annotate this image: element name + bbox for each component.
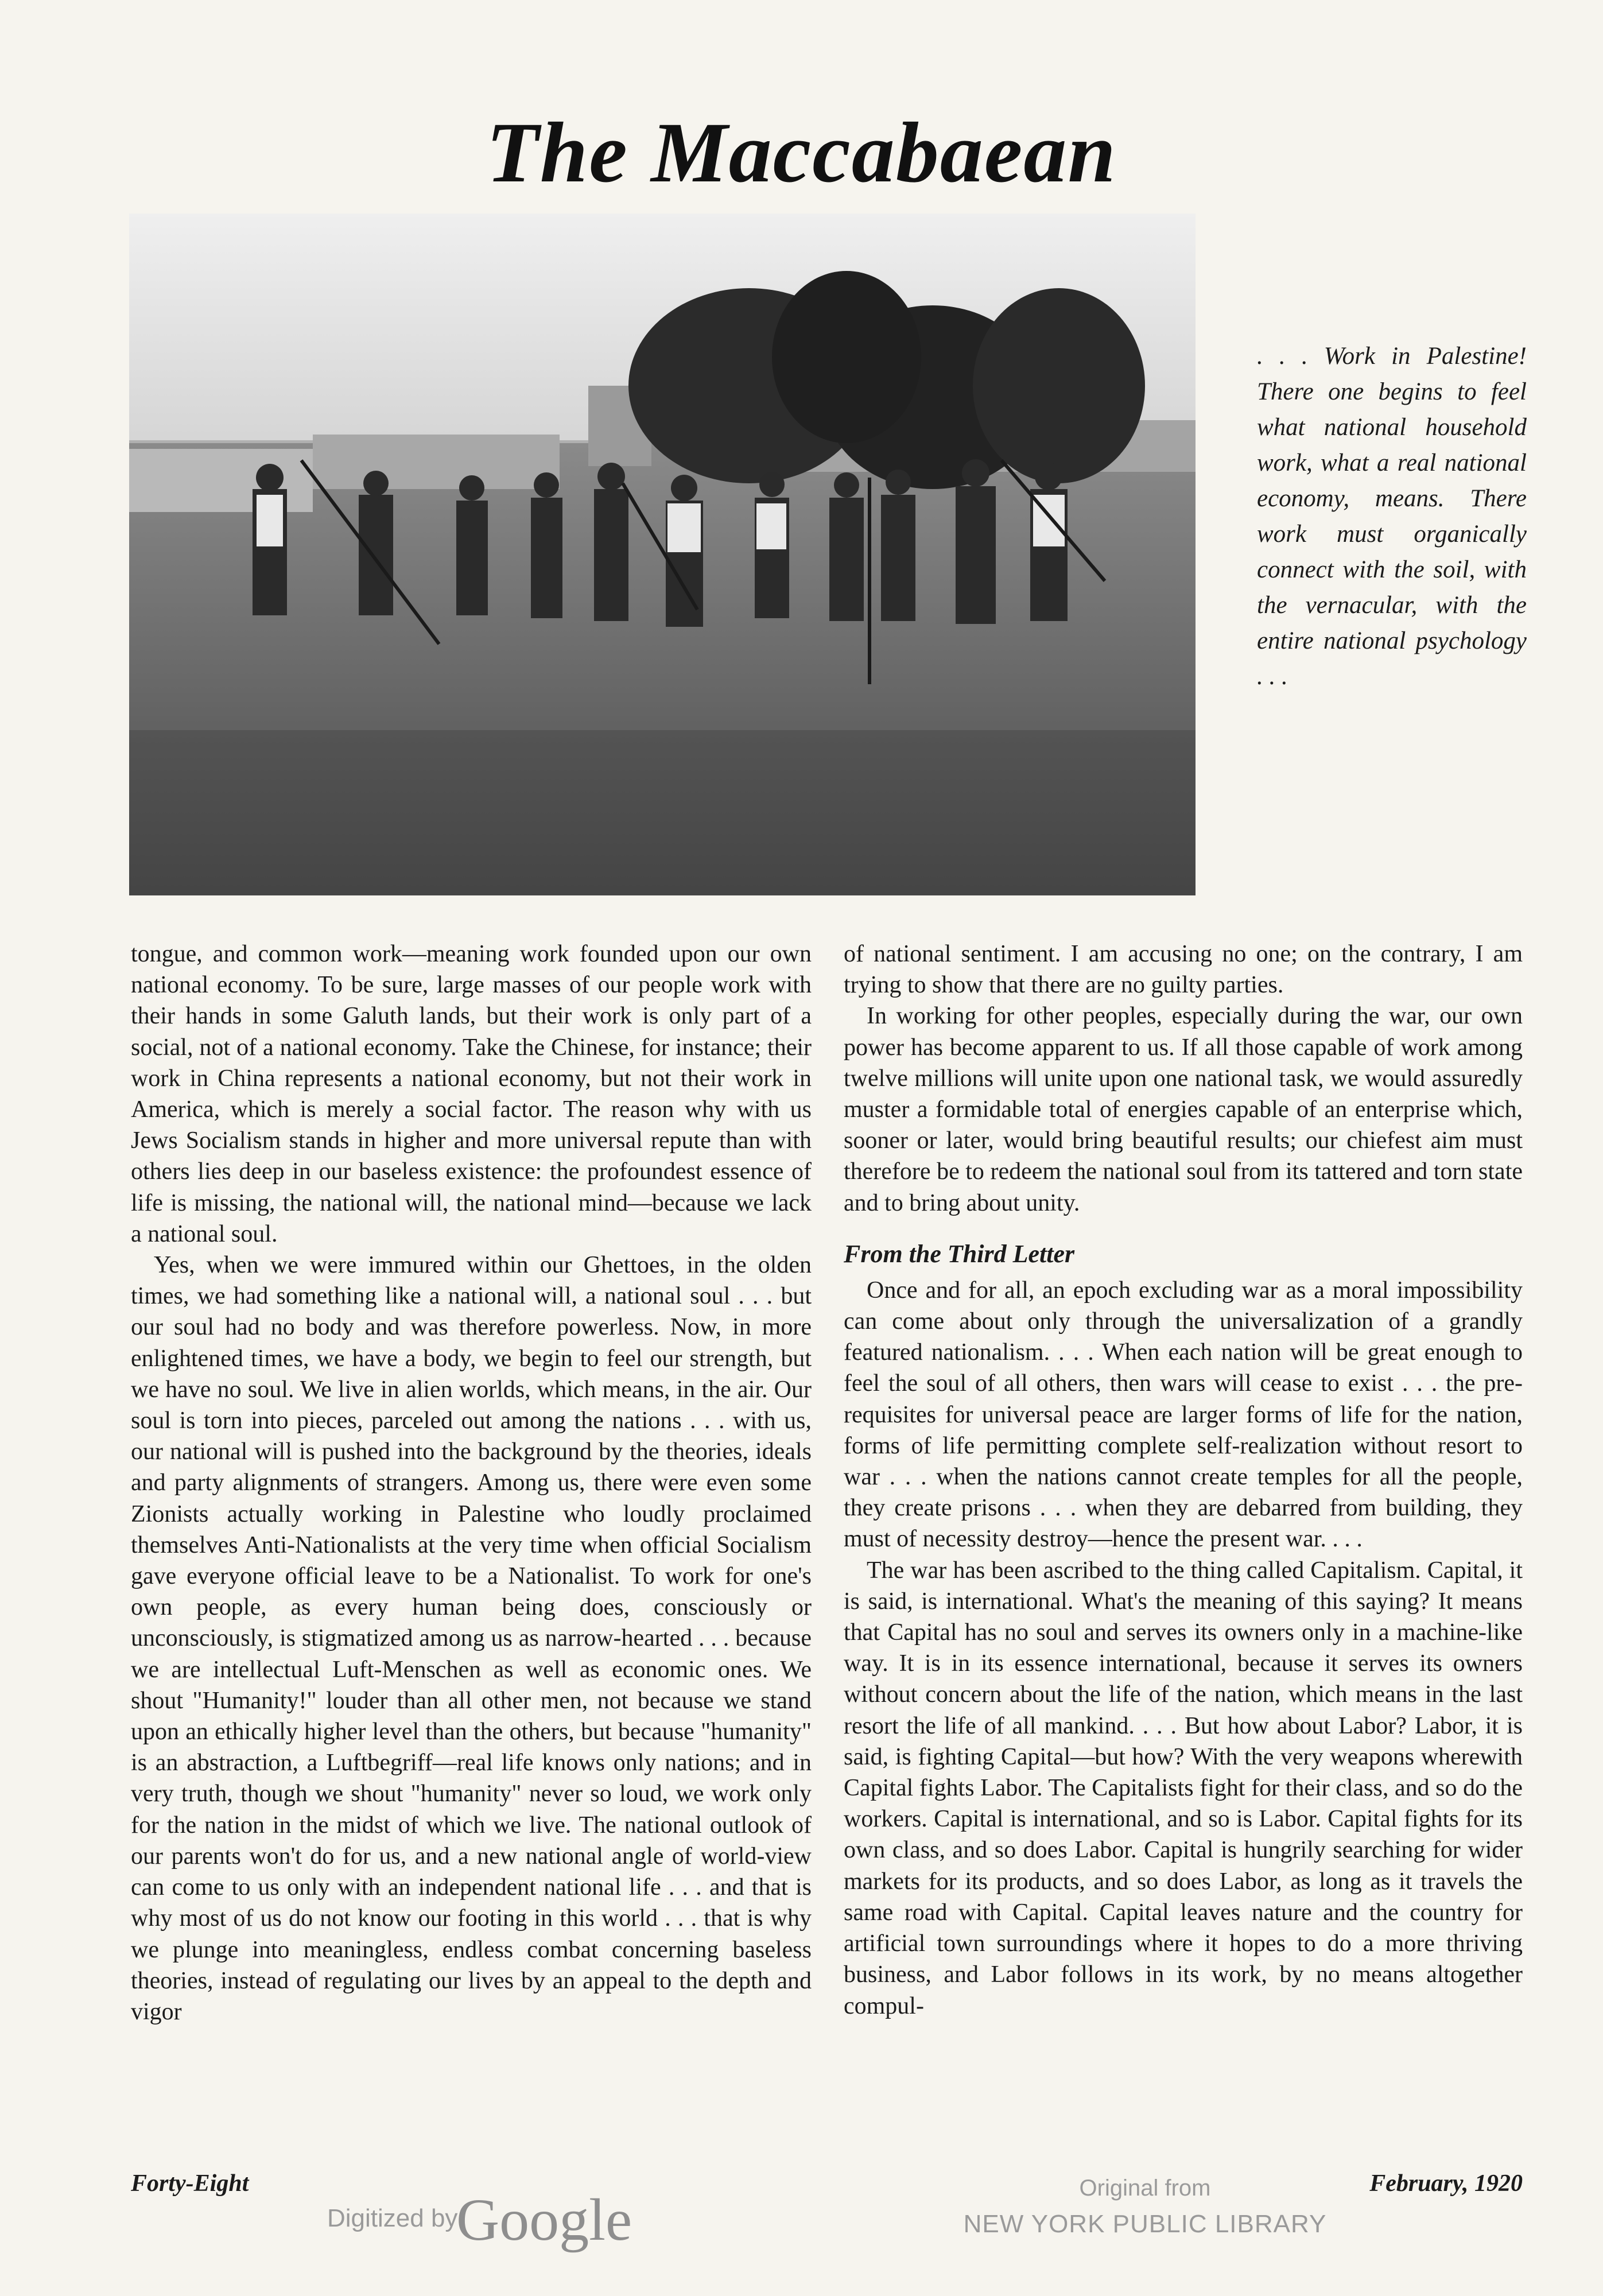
digitized-by-label: Digitized by [327,2204,458,2232]
page-number-label: Forty-Eight [131,2170,249,2197]
issue-date: February, 1920 [1369,2170,1523,2197]
workers-photograph [129,214,1196,895]
right-column [844,938,1523,2022]
right-paragraph-3: Once and for all, an epoch excluding war as a moral impossibility can come about only through the universalization of a grandly featured nationalism. . . . When each nation will be great enough to feel the soul of all others, then wars will cease to exist . . . the pre-requisites for universal peace are larger forms of life for the nation, forms of life permitting complete self-realization without resort to war . . . when the nations cannot create temples for all the people, they create prisons . . . when they are debarred from building, they must of necessity destroy—hence the present war. . . . [844,1277,1523,1553]
left-paragraph-1: tongue, and common work—meaning work founded upon our own national economy. To be sure, large masses of our people work with their hands in some Galuth lands, but their work is only part of a social, not of a national economy. Take the Chinese, for instance; their work in China represents a national economy, but not their work in America, which is merely a social factor. The reason why with us Jews Socialism stands in higher and more universal repute than with others lies deep in our baseless existence: the profoundest essence of life is missing, the national will, the national mind—because we lack a national soul. [131,941,812,1247]
photo-illustration [129,214,1196,895]
left-column [131,938,812,2027]
photo-caption: . . . Work in Palestine! There one begins to feel what national household work, what a real national economy, means. There work must organically connect with the soil, with the vernacular, with the entire national psychology . . . [1257,343,1527,690]
right-paragraph-1: of national sentiment. I am accusing no one; on the contrary, I am trying to show that there are no guilty parties. [844,941,1523,999]
google-logo: Google [456,2187,632,2253]
original-from-label: Original from [1079,2175,1211,2201]
right-paragraph-4: The war has been ascribed to the thing called Capitalism. Capital, it is said, is international. What's the meaning of this saying? It means that Capital has no soul and serves its owners only in a machine-like way. It is in its essence international, because it serves its owners without concern about the life of the nation, which means in the last resort the life of all mankind. . . . But how about Labor? Labor, it is said, is fighting Capital—but how? With the very weapons wherewith Capital fights Labor. The Capitalists fight for their class, and so do the workers. Capital is international, and so is Labor. Capital fights for its own class, and so does Labor. Capital is hungrily searching for wider markets for its products, and so does Labor, as long as it travels the same road with Capital. Capital leaves nature and the country for artificial town surroundings where it hopes to do a more thriving business, and Labor follows in its work, by no means altogether compul- [844,1557,1523,2019]
masthead-title: The Maccabaean [486,105,1117,200]
left-paragraph-2: Yes, when we were immured within our Ghettoes, in the olden times, we had something like a national will, a national soul . . . but our soul had no body and was therefore powerless. Now, in more enlightened times, we have a body, we begin to feel our strength, but we have no soul. We live in alien worlds, which means, in the air. Our soul is torn into pieces, parceled out among the nations . . . with us, our national will is pushed into the background by the theories, ideals and party alignments of strangers. Among us, there were even some Zionists actually working in Palestine who loudly proclaimed themselves Anti-Nationalists at the very time when official Socialism gave everyone official leave to be a Nationalist. To work for one's own people, as every human being does, consciously or unconsciously, is stigmatized among us as narrow-hearted . . . because we are intellectual Luft-Menschen as well as economic ones. We shout "Humanity!" louder than all other men, not because we stand upon an ethically higher level than the others, but because "humanity" is an abstraction, a Luftbegriff—real life knows only nations; and in very truth, though we shout "humanity" never so loud, we work only for the nation in the midst of which we live. The national outlook of our parents won't do for us, and a new national angle of world-view can come to us only with an independent national life . . . and that is why most of us do not know our footing in this world . . . that is why we plunge into meaningless, endless combat concerning baseless theories, instead of regulating our lives by an appeal to the depth and vigor [131,1252,812,2025]
section-heading: From the Third Letter [844,1239,1075,1268]
library-name: NEW YORK PUBLIC LIBRARY [963,2210,1327,2238]
right-paragraph-2: In working for other peoples, especially during the war, our own power has become apparent to us. If all those capable of work among twelve millions will unite upon one national task, we would assuredly muster a formidable total of energies capable of an enterprise which, sooner or later, would bring beautiful results; our chiefest aim must therefore be to redeem the national soul from its tattered and torn state and to bring about unity. [844,1003,1523,1216]
